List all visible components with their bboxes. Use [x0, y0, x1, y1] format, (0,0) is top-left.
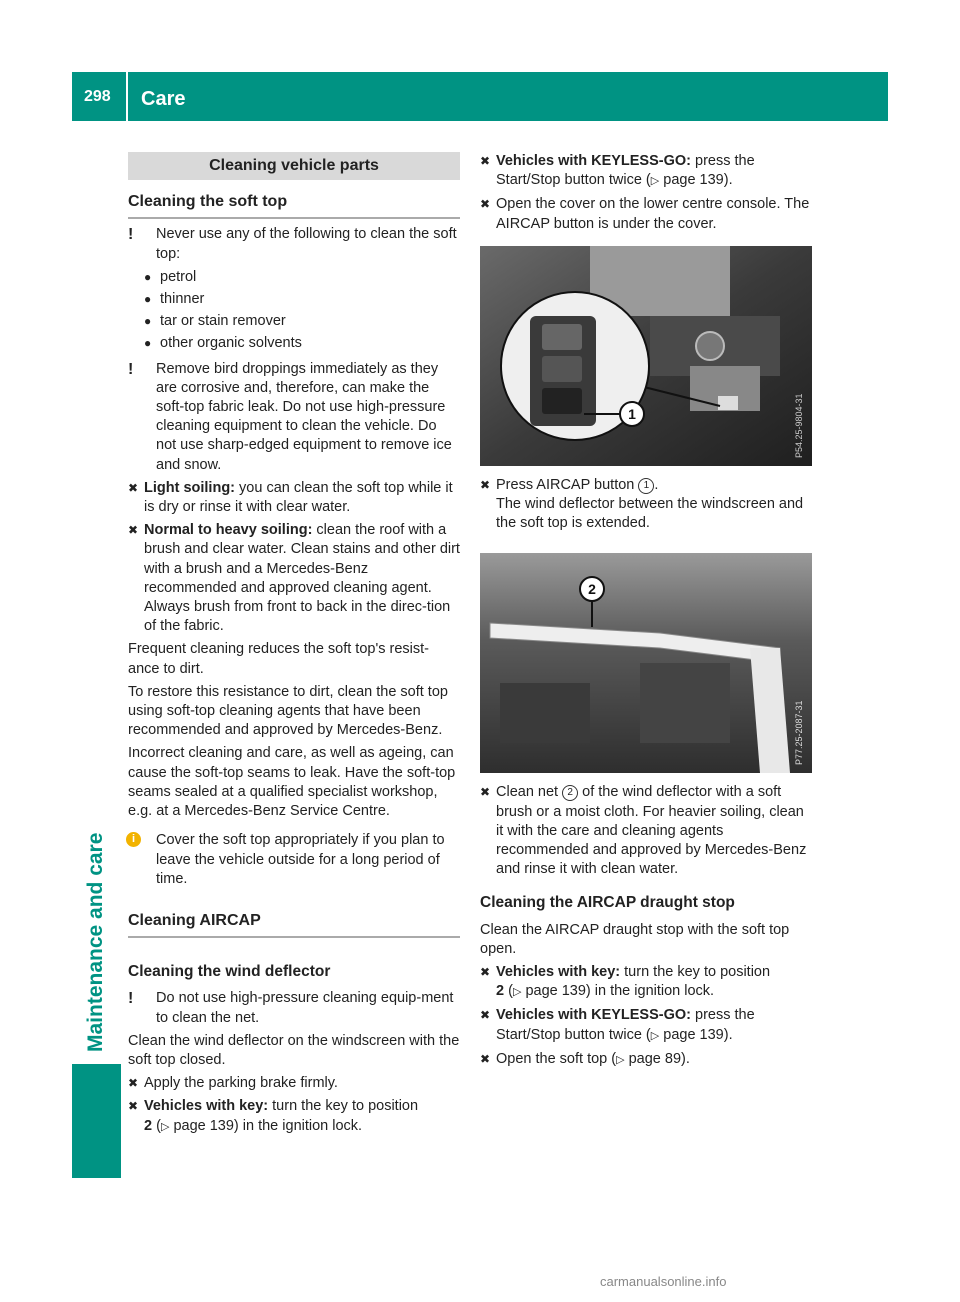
step-arrow-icon: ✖ — [480, 477, 491, 492]
paragraph: To restore this resistance to dirt, clean the soft top using soft-top cleaning agents that have been recommended and approved by Mercedes-Benz. — [128, 683, 448, 739]
step-item: ✖ Vehicles with key: turn the key to position 2 (▷ page 139) in the ignition lock. — [480, 964, 771, 1000]
left-column — [128, 152, 460, 1141]
agent-list — [128, 268, 460, 354]
page-ref-arrow-icon: ▷ — [160, 1120, 170, 1133]
step-item: ✖ Normal to heavy soiling: clean the roof with a brush and clear water. Clean stains and other dirt with a brush and a Mercedes-Benz recommended and approved cleaning agent. Always brush from front to back in the direc-tion of the fabric. — [128, 522, 460, 635]
warning-text: Do not use high-pressure cleaning equip-ment to clean the net. — [156, 990, 454, 1026]
bullet-icon: ● — [144, 269, 152, 284]
heading-aircap: Cleaning AIRCAP — [128, 911, 460, 938]
step-item: ✖ Vehicles with key: turn the key to position 2 (▷ page 139) in the ignition lock. — [128, 1098, 419, 1134]
step-arrow-icon: ✖ — [128, 480, 139, 495]
step-arrow-icon: ✖ — [128, 523, 139, 538]
header-divider — [126, 72, 128, 121]
paragraph: Incorrect cleaning and care, as well as ageing, can cause the soft-top seams to leak. Have the soft-top seams sealed at a qualified specialist workshop, e.g. at a Mercedes-Benz Service Centre. — [128, 745, 456, 820]
step-item: ✖ Open the soft top (▷ page 89). — [480, 1050, 812, 1070]
callout-ref: 1 — [638, 478, 654, 494]
bullet-icon: ● — [144, 314, 152, 329]
list-item: ● thinner — [144, 290, 460, 309]
wind-deflector-figure — [480, 553, 812, 773]
bullet-icon: ● — [144, 292, 152, 307]
paragraph: Frequent cleaning reduces the soft top's resist-ance to dirt. — [128, 641, 429, 677]
step-arrow-icon: ✖ — [128, 1076, 139, 1091]
step-item: ✖ Open the cover on the lower centre console. The AIRCAP button is under the cover. — [480, 196, 810, 232]
sidebar-label: Maintenance and care — [84, 832, 107, 1052]
warning-text: Remove bird droppings immediately as they are corrosive and, therefore, can make the soft-top fabric leak. Do not use high-pressure cleaning equipment to clean the vehicle. Do not use sharp-edged equipment to remove ice and snow. — [156, 360, 452, 473]
warning-note — [128, 989, 460, 1027]
right-column — [480, 152, 812, 1074]
step-arrow-icon: ✖ — [128, 1099, 139, 1114]
page-link[interactable]: page 139 — [663, 172, 724, 189]
figure-code: P54.25-9804-31 — [794, 393, 804, 458]
list-item: ● other organic solvents — [144, 334, 460, 353]
callout-ref: 2 — [562, 785, 578, 801]
step-arrow-icon: ✖ — [480, 785, 491, 800]
info-text: Cover the soft top appropriately if you plan to leave the vehicle outside for a long period of time. — [156, 832, 445, 887]
bullet-icon: ● — [144, 336, 152, 351]
step-arrow-icon: ✖ — [480, 965, 491, 980]
callout-1: 1 — [628, 405, 636, 422]
heading-draught-stop: Cleaning the AIRCAP draught stop — [480, 894, 735, 912]
info-note — [128, 831, 460, 889]
warning-text: Never use any of the following to clean the soft top: — [156, 226, 457, 262]
watermark: carmanualsonline.info — [600, 1274, 727, 1289]
info-icon: i — [126, 832, 141, 847]
warning-icon: ! — [128, 226, 134, 244]
page-link[interactable]: page 139 — [173, 1117, 234, 1134]
step-arrow-icon: ✖ — [480, 1051, 491, 1066]
step-arrow-icon: ✖ — [480, 154, 491, 168]
heading-wind-deflector: Cleaning the wind deflector — [128, 963, 331, 981]
step-item: ✖ Apply the parking brake firmly. — [128, 1074, 460, 1093]
page-header — [72, 72, 888, 121]
step-item: ✖ Vehicles with KEYLESS-GO: press the Start/Stop button twice (▷ page 139). — [480, 153, 755, 189]
page-ref-arrow-icon: ▷ — [650, 1029, 660, 1042]
step-item: ✖ Press AIRCAP button 1 . The wind deflector between the windscreen and the soft top is extended. — [480, 476, 804, 532]
page-ref-arrow-icon: ▷ — [512, 986, 522, 999]
callout-2: 2 — [588, 581, 596, 598]
step-item: ✖ Light soiling: you can clean the soft top while it is dry or rinse it with clear water. — [128, 479, 453, 516]
warning-icon: ! — [128, 360, 134, 378]
page-link[interactable]: page 139 — [525, 983, 586, 1000]
warning-note — [128, 225, 460, 263]
warning-note — [128, 360, 460, 475]
heading-soft-top: Cleaning the soft top — [128, 192, 460, 219]
aircap-button-figure — [480, 246, 812, 466]
section-title: Cleaning vehicle parts — [128, 152, 460, 180]
warning-icon: ! — [128, 990, 134, 1008]
paragraph: Clean the AIRCAP draught stop with the soft top open. — [480, 921, 790, 957]
step-item: ✖ Vehicles with KEYLESS-GO: press the Start/Stop button twice (▷ page 139). — [480, 1007, 755, 1043]
page-link[interactable]: page 89 — [628, 1050, 682, 1067]
step-arrow-icon: ✖ — [480, 1008, 491, 1023]
step-item: ✖ Clean net 2 of the wind deflector with a soft brush or a moist cloth. For heavier soiling, clean it with the care and cleaning agents recommended and approved by Mercedes-Benz and rinse it with clean water. — [480, 784, 807, 878]
page-link[interactable]: page 139 — [663, 1026, 724, 1043]
figure-code: P77.25-2087-31 — [794, 700, 804, 766]
list-item: ● petrol — [144, 268, 460, 287]
console-illustration — [480, 246, 812, 466]
paragraph: Clean the wind deflector on the windscreen with the soft top closed. — [128, 1032, 460, 1068]
chapter-title: Care — [141, 88, 186, 110]
list-item: ● tar or stain remover — [144, 312, 460, 331]
wind-deflector-illustration — [480, 553, 812, 773]
sidebar-tab — [72, 1064, 121, 1178]
page-ref-arrow-icon: ▷ — [650, 175, 660, 188]
page-number: 298 — [84, 88, 111, 105]
step-arrow-icon: ✖ — [480, 197, 491, 212]
page-ref-arrow-icon: ▷ — [616, 1053, 625, 1066]
